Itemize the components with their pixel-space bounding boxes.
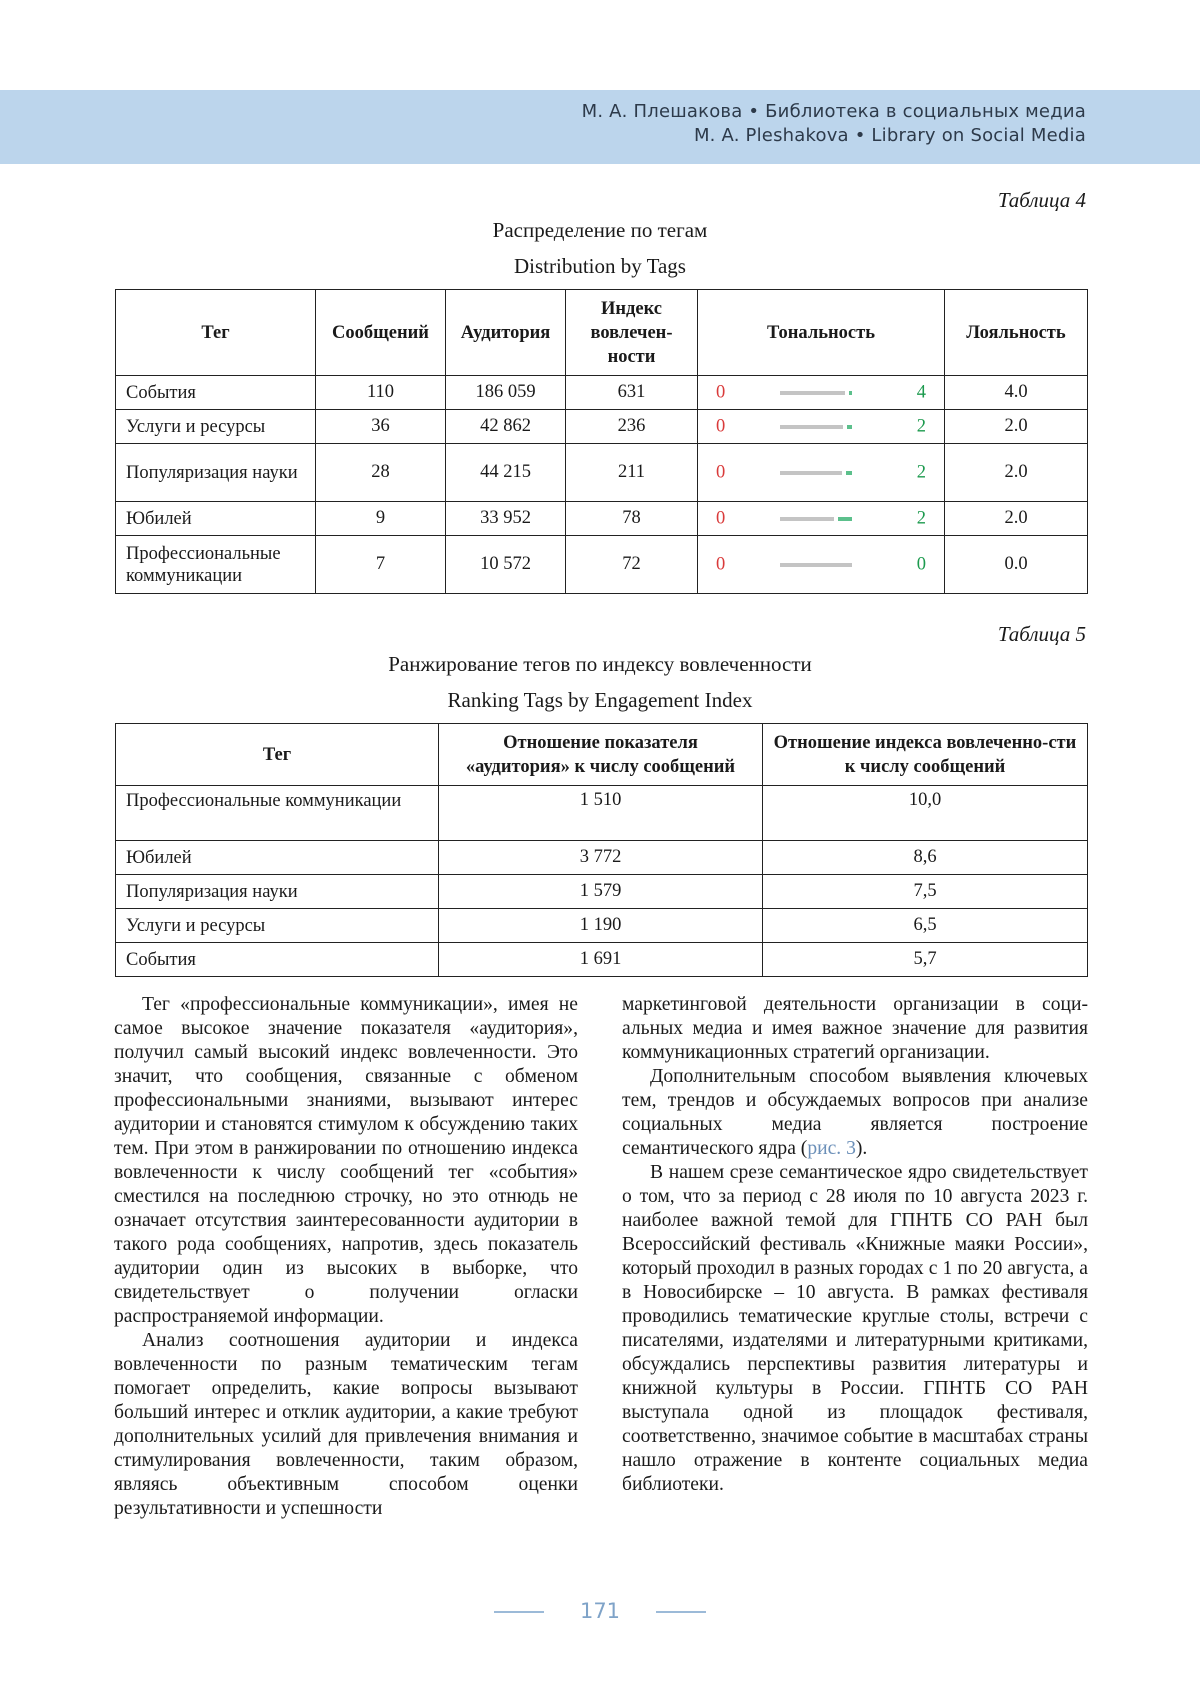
table4-cell-tag: Профессиональные коммуникации bbox=[116, 536, 316, 594]
paragraph: маркетинговой деятельности организации в социальных медиа и имея важное значение для развития коммуникационных стратегий организации. bbox=[622, 994, 1088, 1063]
tonality-indicator bbox=[698, 410, 944, 443]
table4-cell-loyalty: 0.0 bbox=[945, 536, 1088, 594]
table4-cell-tag: Услуги и ресурсы bbox=[116, 410, 316, 444]
table4 bbox=[115, 289, 1088, 594]
body-column-right bbox=[622, 993, 1088, 1497]
table4-cell-messages: 36 bbox=[316, 410, 446, 444]
table5-header-tag: Тег bbox=[116, 724, 439, 786]
table4-cell-loyalty: 2.0 bbox=[945, 444, 1088, 502]
table-row bbox=[116, 786, 1088, 841]
table-row bbox=[116, 943, 1088, 977]
table-row bbox=[116, 875, 1088, 909]
table4-cell-messages: 7 bbox=[316, 536, 446, 594]
table4-header-tonality: Тональность bbox=[698, 290, 945, 376]
tonality-negative-count: 0 bbox=[716, 508, 726, 528]
table4-header-row bbox=[116, 290, 1088, 376]
table4-header-index-line: Индекс bbox=[600, 298, 663, 319]
table4-cell-audience: 42 862 bbox=[446, 410, 566, 444]
table4-header-audience: Аудитория bbox=[446, 290, 566, 376]
table5 bbox=[115, 723, 1088, 977]
table4-caption-ru: Распределение по тегам bbox=[492, 218, 708, 242]
paragraph: Анализ соотношения аудитории и индекса вовлеченности по разным тематическим тегам помогает определить, какие вопросы вызывают больший интерес и отклик аудитории, а какие требуют дополнительных усилий для привлечения внимания и стимулирования вовлеченности, таким образом, являясь объективным способом оценки результативности и успешности bbox=[114, 1330, 578, 1519]
table5-cell-audience-ratio: 1 510 bbox=[439, 786, 763, 841]
tonality-indicator bbox=[698, 536, 944, 593]
table4-cell-tonality bbox=[698, 502, 945, 536]
table5-cell-audience-ratio: 3 772 bbox=[439, 841, 763, 875]
running-header-text bbox=[582, 100, 1086, 148]
table4-cell-audience: 44 215 bbox=[446, 444, 566, 502]
tonality-neutral-bar bbox=[780, 425, 843, 429]
table5-cell-index-ratio: 6,5 bbox=[763, 909, 1088, 943]
table5-cell-tag: Услуги и ресурсы bbox=[116, 909, 439, 943]
tonality-positive-count: 2 bbox=[916, 416, 926, 436]
table5-cell-index-ratio: 5,7 bbox=[763, 943, 1088, 977]
table4-cell-index: 78 bbox=[566, 502, 698, 536]
table4-cell-loyalty: 2.0 bbox=[945, 502, 1088, 536]
tonality-negative-count: 0 bbox=[716, 382, 726, 402]
table5-cell-tag: События bbox=[116, 943, 439, 977]
tonality-indicator bbox=[698, 444, 944, 501]
tonality-positive-count: 0 bbox=[916, 554, 926, 574]
tonality-neutral-bar bbox=[780, 563, 852, 567]
header-line-en: M. A. Pleshakova • Library on Social Media bbox=[693, 125, 1086, 146]
table5-header-audience-ratio: Отношение показателя «аудитория» к числу сообщений bbox=[439, 724, 763, 786]
table-row bbox=[116, 841, 1088, 875]
table-row bbox=[116, 376, 1088, 410]
table-row bbox=[116, 909, 1088, 943]
table5-cell-audience-ratio: 1 190 bbox=[439, 909, 763, 943]
table4-cell-tag: Популяризация науки bbox=[116, 444, 316, 502]
table4-cell-tonality bbox=[698, 376, 945, 410]
tonality-indicator bbox=[698, 376, 944, 409]
table4-cell-audience: 33 952 bbox=[446, 502, 566, 536]
table-row bbox=[116, 444, 1088, 502]
tonality-negative-count: 0 bbox=[716, 554, 726, 574]
table4-cell-messages: 28 bbox=[316, 444, 446, 502]
table4-cell-messages: 9 bbox=[316, 502, 446, 536]
table4-header-loyalty: Лояльность bbox=[945, 290, 1088, 376]
paragraph: Тег «профессиональные коммуникации», имея не самое высокое значение показателя «аудитория», получил самый высокий индекс вовлеченности. Это значит, что сообщения, связанные с обменом профессиональными знаниями, вызывают интерес аудитории и становятся стимулом к обсуждению таких тем. При этом в ранжировании по отношению индекса вовлеченности к числу сообщений тег «события» сместился на последнюю строчку, но это отнюдь не означает отсутствия заинтересованности аудитории в такого рода сообщениях, напротив, здесь показатель аудитории один из высоких в выборке, что свидетельствует о получении огласки распространяемой информации. bbox=[114, 994, 578, 1327]
tonality-positive-bar bbox=[838, 517, 852, 521]
tonality-positive-bar bbox=[846, 471, 852, 475]
table5-header-index-ratio: Отношение индекса вовлеченно-сти к числу сообщений bbox=[763, 724, 1088, 786]
table5-number: Таблица 5 bbox=[997, 622, 1086, 646]
tonality-positive-bar bbox=[847, 425, 852, 429]
tonality-neutral-bar bbox=[780, 471, 842, 475]
table4-header-index bbox=[566, 290, 698, 376]
table5-cell-tag: Профессиональные коммуникации bbox=[116, 786, 439, 841]
table-row bbox=[116, 410, 1088, 444]
tonality-positive-count: 2 bbox=[916, 508, 926, 528]
table4-cell-audience: 186 059 bbox=[446, 376, 566, 410]
table4-cell-index: 72 bbox=[566, 536, 698, 594]
figure-reference-link[interactable]: рис. 3 bbox=[807, 1138, 856, 1159]
header-line-ru: М. А. Плешакова • Библиотека в социальных медиа bbox=[581, 101, 1086, 122]
tonality-negative-count: 0 bbox=[716, 462, 726, 482]
table5-cell-tag: Юбилей bbox=[116, 841, 439, 875]
table5-cell-audience-ratio: 1 691 bbox=[439, 943, 763, 977]
paragraph bbox=[622, 1065, 1088, 1161]
table5-cell-tag: Популяризация науки bbox=[116, 875, 439, 909]
table4-cell-tag: События bbox=[116, 376, 316, 410]
table4-header-tag: Тег bbox=[116, 290, 316, 376]
tonality-indicator bbox=[698, 502, 944, 535]
table5-cell-index-ratio: 8,6 bbox=[763, 841, 1088, 875]
tonality-positive-count: 2 bbox=[916, 462, 926, 482]
table4-header-index-line: ности bbox=[607, 346, 656, 367]
running-header bbox=[0, 90, 1200, 164]
table4-number: Таблица 4 bbox=[997, 188, 1086, 212]
table-row bbox=[116, 502, 1088, 536]
paragraph: В нашем срезе семантическое ядро свидетельствует о том, что за период с 28 июля по 10 августа 2023 г. наиболее важной темой для ГПНТБ СО РАН был Всероссийский фестиваль «Книжные маяки России», который проходил в разных городах с 1 по 20 августа, а в Новосибирске – 10 августа. В рамках фестиваля проводились тематические круглые столы, встречи с писателями, издателями и литературными критиками, обсуждались перспективы развития литературы и книжной культуры в России. ГПНТБ СО РАН выступала одной из площадок фестиваля, соответственно, значимое событие в масштабах страны нашло отражение в контенте социальных медиа библиотеки. bbox=[622, 1162, 1088, 1495]
paragraph-text: ). bbox=[855, 1138, 868, 1159]
table4-header-messages: Сообщений bbox=[316, 290, 446, 376]
table4-caption-en: Distribution by Tags bbox=[514, 254, 686, 278]
table4-cell-loyalty: 4.0 bbox=[945, 376, 1088, 410]
footer-rule-right bbox=[656, 1611, 706, 1613]
tonality-neutral-bar bbox=[780, 391, 845, 395]
table4-header-index-line: вовлечен- bbox=[590, 322, 673, 343]
tonality-positive-bar bbox=[849, 391, 852, 395]
body-column-left bbox=[114, 993, 578, 1521]
paragraph-text: Дополнительным способом выявления ключевых тем, трендов и обсуждаемых вопросов при анализе социальных медиа является построение семантического ядра ( bbox=[622, 1066, 1088, 1159]
page-number: 171 bbox=[579, 1599, 621, 1623]
table5-caption-en: Ranking Tags by Engagement Index bbox=[447, 688, 753, 712]
table-row bbox=[116, 536, 1088, 594]
table5-cell-index-ratio: 10,0 bbox=[763, 786, 1088, 841]
table4-cell-tonality bbox=[698, 444, 945, 502]
tonality-neutral-bar bbox=[780, 517, 834, 521]
table4-cell-audience: 10 572 bbox=[446, 536, 566, 594]
table4-cell-index: 236 bbox=[566, 410, 698, 444]
tonality-positive-count: 4 bbox=[916, 382, 926, 402]
table4-cell-tonality bbox=[698, 410, 945, 444]
table5-caption-ru: Ранжирование тегов по индексу вовлеченности bbox=[388, 652, 812, 676]
table5-header-row bbox=[116, 724, 1088, 786]
table4-cell-tag: Юбилей bbox=[116, 502, 316, 536]
table4-cell-loyalty: 2.0 bbox=[945, 410, 1088, 444]
table4-cell-index: 211 bbox=[566, 444, 698, 502]
table4-cell-tonality bbox=[698, 536, 945, 594]
table4-cell-index: 631 bbox=[566, 376, 698, 410]
tonality-negative-count: 0 bbox=[716, 416, 726, 436]
table5-cell-audience-ratio: 1 579 bbox=[439, 875, 763, 909]
table4-cell-messages: 110 bbox=[316, 376, 446, 410]
table5-cell-index-ratio: 7,5 bbox=[763, 875, 1088, 909]
